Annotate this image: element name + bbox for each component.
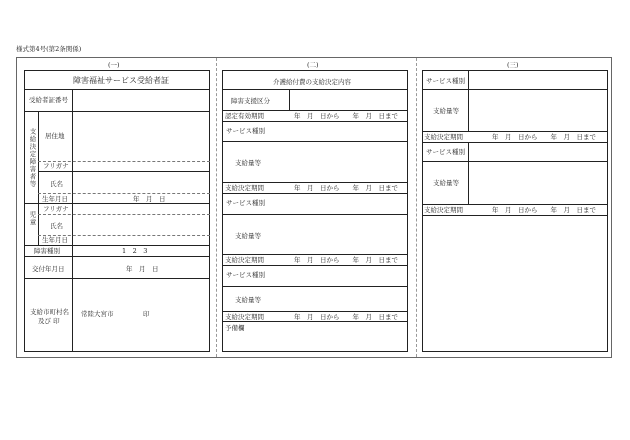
child-furigana-label: フリガナ: [43, 205, 69, 213]
disability-options: 1 2 3: [122, 247, 148, 255]
panel-number-three: (三): [507, 61, 519, 69]
p3-decision-period-1: 支給決定期間: [424, 133, 463, 141]
p2-service-type-3: サービス種別: [226, 271, 265, 279]
p2-supply-amount-3: 支給量等: [235, 296, 261, 304]
p2-supply-amount-2: 支給量等: [235, 232, 261, 240]
disability-type-label: 障害種別: [34, 247, 60, 255]
seal-mark: 印: [143, 310, 150, 318]
furigana-label: フリガナ: [43, 162, 69, 170]
birthdate-value: 年 月 日: [133, 195, 166, 203]
panel-number-one: (一): [108, 61, 120, 69]
validity-period-label: 認定有効期間: [225, 112, 264, 120]
p1-title: 障害福祉サービス受給者証: [73, 76, 169, 85]
p3-supply-amount-1: 支給量等: [433, 107, 459, 115]
fold-line-1: [216, 58, 217, 357]
p3-decision-period-value-2: 年 月 日から 年 月 日まで: [492, 206, 596, 214]
p2-decision-period-3: 支給決定期間: [225, 313, 264, 321]
birthdate-label: 生年月日: [42, 195, 68, 203]
municipality-label-2: 及び 印: [38, 317, 60, 325]
applicant-section-label: 支給決定障害者等: [28, 128, 37, 188]
support-category-label: 障害支援区分: [231, 97, 270, 105]
issue-date-value: 年 月 日: [126, 265, 159, 273]
p2-decision-period-1: 支給決定期間: [225, 184, 264, 192]
p2-supply-amount-1: 支給量等: [235, 159, 261, 167]
panel-number-two: (二): [307, 61, 319, 69]
p2-service-type-1: サービス種別: [226, 127, 265, 135]
name-label: 氏名: [50, 180, 63, 188]
p3-service-type-1: サービス種別: [426, 77, 465, 85]
municipality-name: 常陸大宮市: [81, 310, 114, 318]
p2-decision-period-value-2: 年 月 日から 年 月 日まで: [294, 256, 398, 264]
issue-date-label: 交付年月日: [32, 265, 65, 273]
p3-supply-amount-2: 支給量等: [433, 179, 459, 187]
p3-decision-period-value-1: 年 月 日から 年 月 日まで: [492, 133, 596, 141]
child-birthdate-label: 生年月日: [42, 236, 68, 244]
p2-decision-period-value-1: 年 月 日から 年 月 日まで: [294, 184, 398, 192]
child-name-label: 氏名: [50, 222, 63, 230]
municipality-label-1: 支給市町村名: [30, 308, 69, 316]
p2-service-type-2: サービス種別: [226, 199, 265, 207]
address-label: 居住地: [45, 132, 65, 140]
p2-title: 介護給付費の支給決定内容: [273, 78, 351, 86]
validity-period-value: 年 月 日から 年 月 日まで: [294, 112, 398, 120]
p2-decision-period-2: 支給決定期間: [225, 256, 264, 264]
form-number: 様式第4号(第2条関係): [16, 45, 82, 53]
fold-line-2: [416, 58, 417, 357]
remarks-label: 予備欄: [225, 324, 245, 332]
p3-decision-period-2: 支給決定期間: [424, 206, 463, 214]
p3-service-type-2: サービス種別: [426, 148, 465, 156]
child-section-label: 児童: [28, 211, 37, 226]
p2-decision-period-value-3: 年 月 日から 年 月 日まで: [294, 313, 398, 321]
recipient-no-label: 受給者証番号: [29, 96, 68, 104]
